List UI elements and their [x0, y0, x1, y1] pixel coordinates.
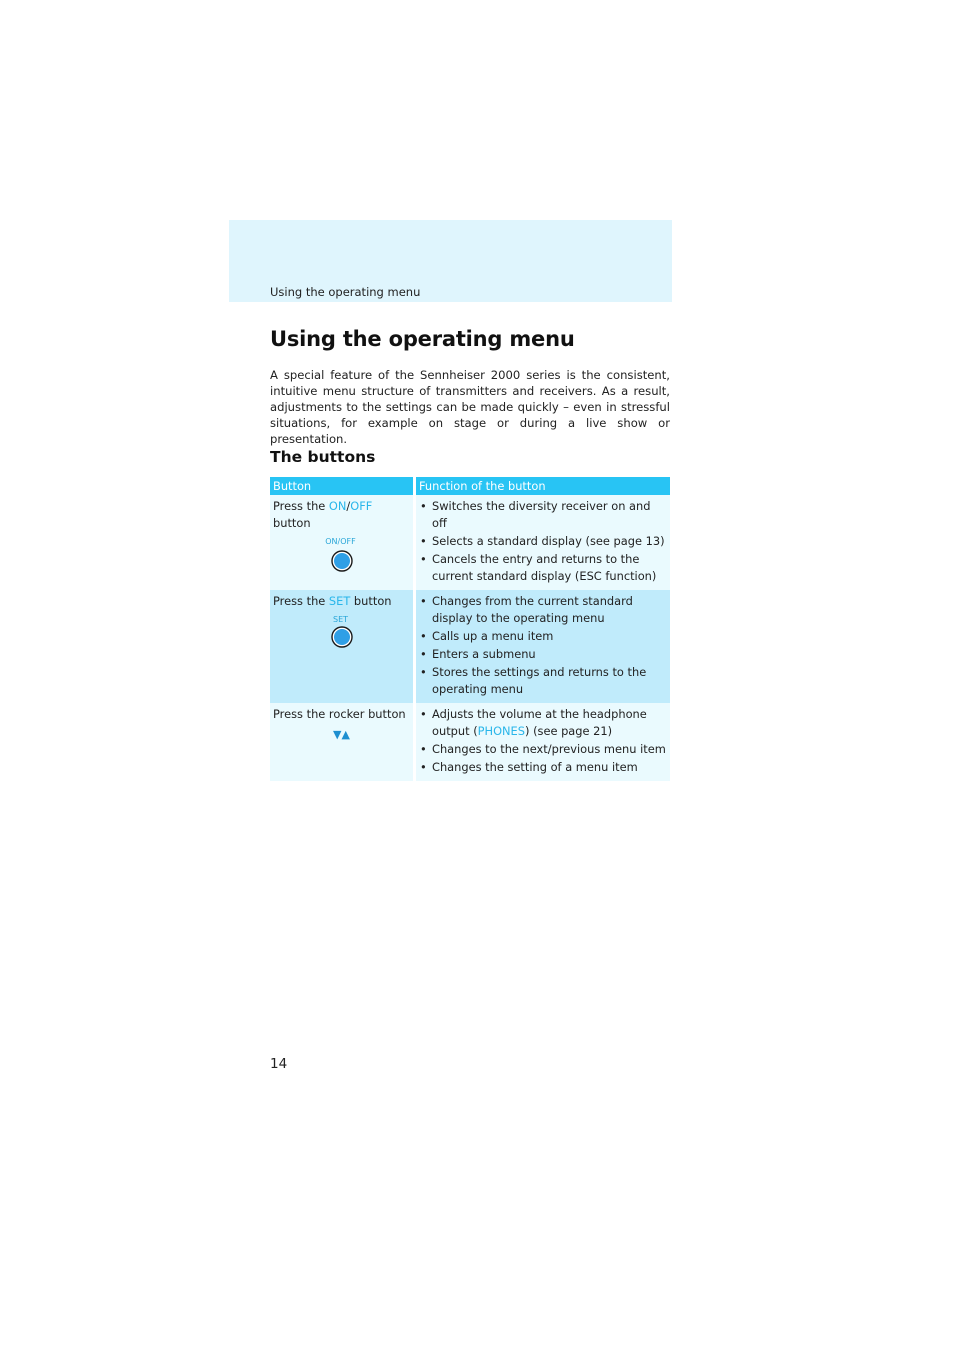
function-cell — [415, 495, 671, 590]
list-item: • Switches the diversity receiver on and off — [419, 498, 667, 532]
button-cell — [270, 495, 415, 590]
function-list — [419, 593, 667, 698]
list-item: • Changes the setting of a menu item — [419, 759, 667, 776]
running-head: Using the operating menu — [270, 285, 421, 299]
button-press-label: Press the ON/OFF button — [273, 499, 373, 530]
list-item: • Adjusts the volume at the headphone output (PHONES) (see page 21) — [419, 706, 667, 740]
function-cell — [415, 590, 671, 703]
table-row — [270, 495, 670, 590]
round-button-icon — [331, 550, 353, 572]
function-list — [419, 498, 667, 585]
phones-label: PHONES — [477, 724, 525, 738]
column-header-function: Function of the button — [415, 477, 671, 495]
button-cell — [270, 703, 415, 781]
section-title: The buttons — [270, 448, 376, 466]
button-name-set: SET — [328, 594, 351, 608]
rocker-down-icon: ▼ — [333, 728, 342, 741]
list-item: • Selects a standard display (see page 13) — [419, 533, 667, 550]
page-title: Using the operating menu — [270, 327, 575, 351]
button-name-on: ON — [328, 499, 347, 513]
button-name-off: OFF — [350, 499, 373, 513]
list-item: • Cancels the entry and returns to the current standard display (ESC function) — [419, 551, 667, 585]
buttons-table — [270, 477, 670, 781]
table-row — [270, 703, 670, 781]
list-item: • Changes from the current standard display to the operating menu — [419, 593, 667, 627]
list-item: • Enters a submenu — [419, 646, 667, 663]
list-item: • Stores the settings and returns to the operating menu — [419, 664, 667, 698]
column-header-button: Button — [270, 477, 415, 495]
list-item: • Calls up a menu item — [419, 628, 667, 645]
list-item: • Changes to the next/previous menu item — [419, 741, 667, 758]
button-press-label: Press the rocker button — [273, 707, 406, 721]
table-header-row — [270, 477, 670, 495]
table-row — [270, 590, 670, 703]
button-press-label: Press the SET button — [273, 594, 392, 608]
rocker-up-icon: ▲ — [341, 728, 350, 741]
round-button-icon — [331, 626, 353, 648]
set-caption: SET — [332, 615, 349, 624]
page-number: 14 — [270, 1056, 288, 1072]
button-cell — [270, 590, 415, 703]
function-cell — [415, 703, 671, 781]
intro-paragraph: A special feature of the Sennheiser 2000 series is the consistent, intuitive menu structure of transmitters and receivers. As a result, adjustments to the settings can be made quickly – even in stressful situations, for example on stage or during a live show or presentation. — [270, 368, 670, 446]
on-off-caption: ON/OFF — [325, 537, 356, 546]
rocker-up-down-icon — [273, 726, 410, 743]
function-list — [419, 706, 667, 776]
